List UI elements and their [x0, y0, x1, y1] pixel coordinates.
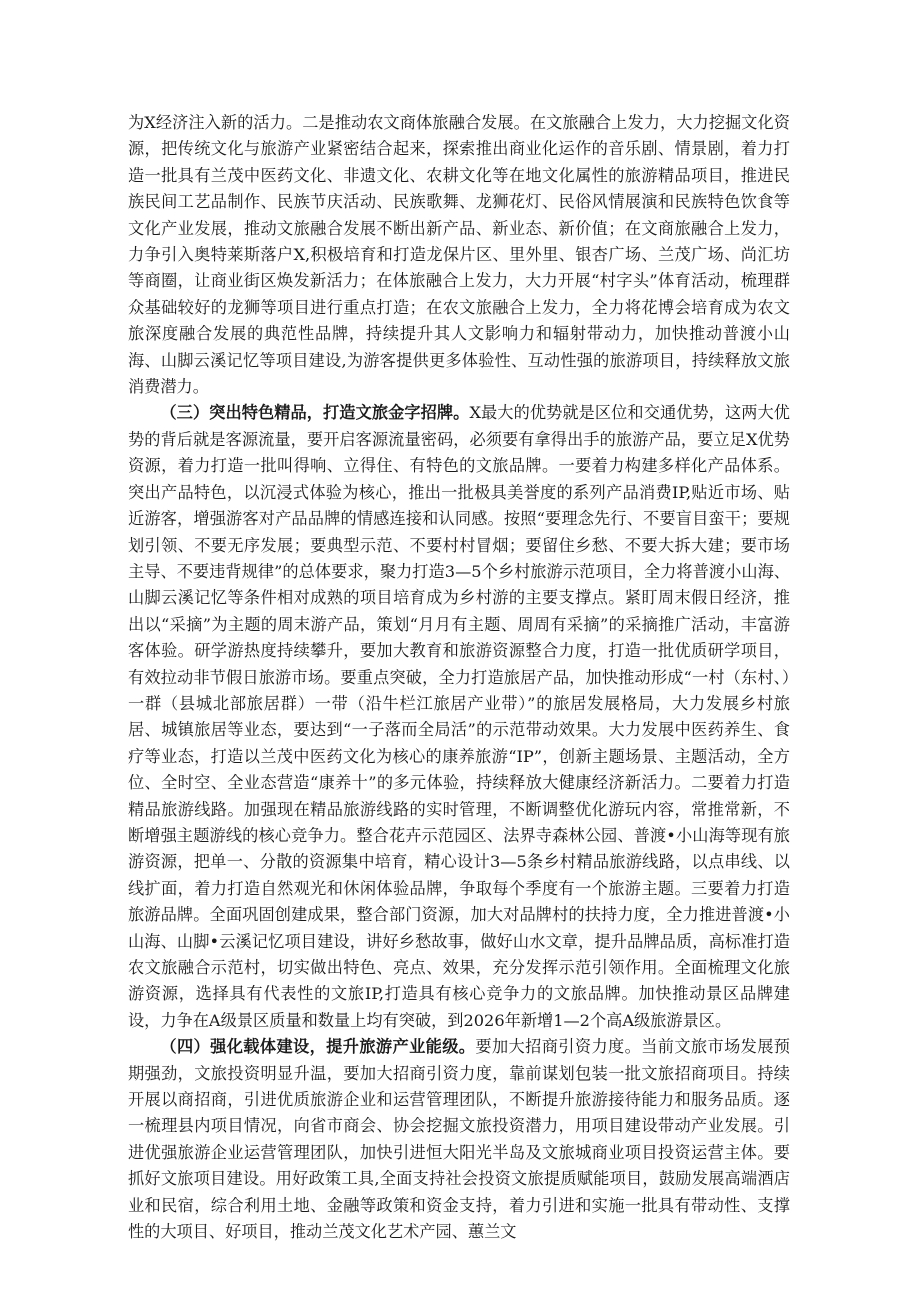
section-heading: （四）强化载体建设，提升旅游产业能级。	[160, 1037, 476, 1057]
section-four	[128, 1034, 790, 1245]
paragraph-body: 要加大招商引资力度。当前文旅市场发展预期强劲，文旅投资明显升温，要加大招商引资力度，靠前谋划包装一批文旅招商项目。持续开展以商招商，引进优质旅游企业和运营管理团队，不断提升旅游接待能力和服务品质。逐一梳理县内项目情况，向省市商会、协会挖掘文旅投资潜力，用项目建设带动产业发展。引进优强旅游企业运营管理团队，加快引进恒大阳光半岛及文旅城商业项目投资运营主体。要抓好文旅项目建设。用好政策工具,全面支持社会投资文旅提质赋能项目，鼓励发展高端酒店业和民宿，综合利用土地、金融等政策和资金支持，着力引进和实施一批具有带动性、支撑性的大项目、好项目，推动兰茂文化艺术产园、蕙兰文	[128, 1037, 790, 1242]
section-heading: （三）突出特色精品，打造文旅金字招牌。	[160, 403, 470, 423]
paragraph-body: X最大的优势就是区位和交通优势，这两大优势的背后就是客源流量，要开启客源流量密码，必须要有拿得出手的旅游产品，要立足X优势资源，着力打造一批叫得响、立得住、有特色的文旅品牌。一要着力构建多样化产品体系。突出产品特色，以沉浸式体验为核心，推出一批极具美誉度的系列产品消费IP,贴近市场、贴近游客，增强游客对产品品牌的情感连接和认同感。按照“要理念先行、不要盲目蛮干；要规划引领、不要无序发展；要典型示范、不要村村冒烟；要留住乡愁、不要大拆大建；要市场主导、不要违背规律”的总体要求，聚力打造3—5个乡村旅游示范项目，全力将普渡小山海、山脚云溪记忆等条件相对成熟的项目培育成为乡村游的主要支撑点。紧盯周末假日经济，推出以“采摘”为主题的周末游产品，策划“月月有主题、周周有采摘”的采摘推广活动，丰富游客体验。研学游热度持续攀升，要加大教育和旅游资源整合力度，打造一批优质研学项目，有效拉动非节假日旅游市场。要重点突破，全力打造旅居产品，加快推动形成“一村（东村、）一群（县城北部旅居群）一带（沿牛栏江旅居产业带）”的旅居发展格局，大力发展乡村旅居、城镇旅居等业态，要达到“一子落而全局活”的示范带动效果。大力发展中医药养生、食疗等业态，打造以兰茂中医药文化为核心的康养旅游“IP”，创新主题场景、主题活动，全方位、全时空、全业态营造“康养十”的多元体验，持续释放大健康经济新活力。二要着力打造精品旅游线路。加强现在精品旅游线路的实时管理，不断调整优化游玩内容，常推常新，不断增强主题游线的核心竞争力。整合花卉示范园区、法界寺森林公园、普渡•小山海等现有旅游资源，把单一、分散的资源集中培育，精心设计3—5条乡村精品旅游线路，以点串线、以线扩面，着力打造自然观光和休闲体验品牌，争取每个季度有一个旅游主题。三要着力打造旅游品牌。全面巩固创建成果，整合部门资源，加大对品牌村的扶持力度，全力推进普渡•小山海、山脚•云溪记忆项目建设，讲好乡愁故事，做好山水文章，提升品牌品质，高标准打造农文旅融合示范村，切实做出特色、亮点、效果，充分发挥示范引领作用。全面梳理文化旅游资源，选择具有代表性的文旅IP,打造具有核心竞争力的文旅品牌。加快推动景区品牌建设，力争在A级景区质量和数量上均有突破，到2026年新增1—2个高A级旅游景区。	[128, 403, 790, 1030]
document-page	[128, 110, 790, 1245]
section-three	[128, 400, 790, 1034]
paragraph-continuation	[128, 110, 790, 400]
paragraph-body: 为X经济注入新的活力。二是推动农文商体旅融合发展。在文旅融合上发力，大力挖掘文化资源，把传统文化与旅游产业紧密结合起来，探索推出商业化运作的音乐剧、情景剧，着力打造一批具有兰茂中医药文化、非遗文化、农耕文化等在地文化属性的旅游精品项目，推进民族民间工艺品制作、民族节庆活动、民族歌舞、龙狮花灯、民俗风情展演和民族特色饮食等文化产业发展，推动文旅融合发展不断出新产品、新业态、新价值；在文商旅融合上发力，力争引入奥特莱斯落户X,积极培育和打造龙保片区、里外里、银杏广场、兰茂广场、尚汇坊等商圈，让商业街区焕发新活力；在体旅融合上发力，大力开展“村字头”体育活动，梳理群众基础较好的龙狮等项目进行重点打造；在农文旅融合上发力，全力将花博会培育成为农文旅深度融合发展的典范性品牌，持续提升其人文影响力和辐射带动力，加快推动普渡小山海、山脚云溪记忆等项目建设,为游客提供更多体验性、互动性强的旅游项目，持续释放文旅消费潜力。	[128, 113, 790, 397]
